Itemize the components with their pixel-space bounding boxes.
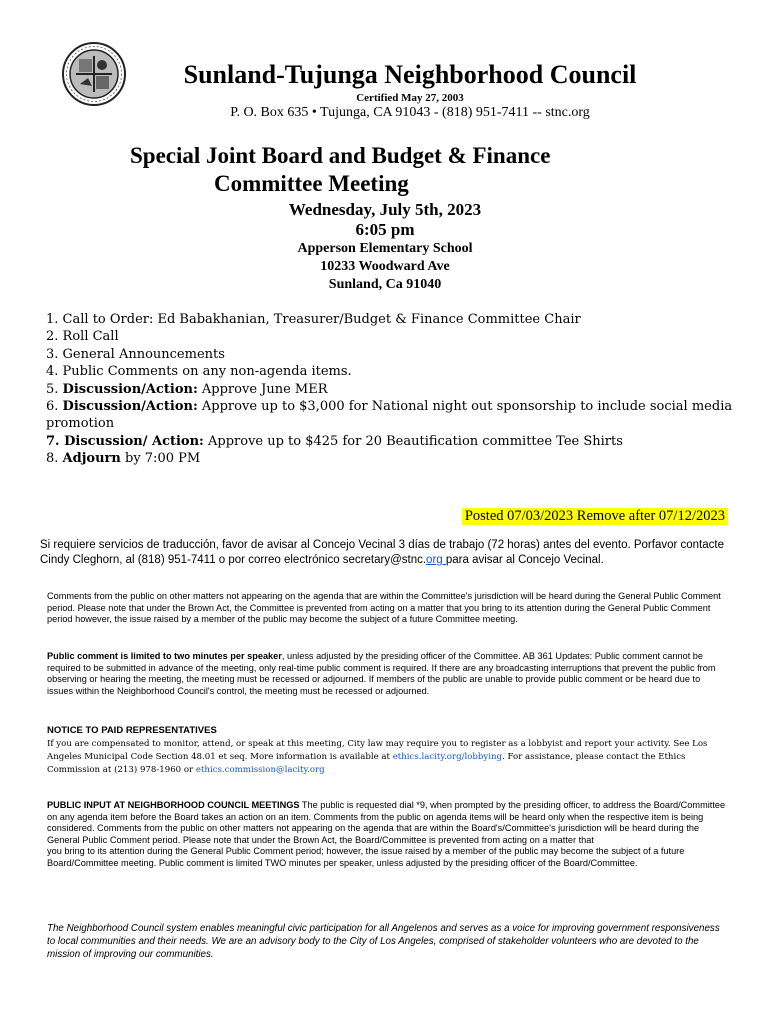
comment-limit-heading: Public comment is limited to two minutes per speaker: [47, 651, 282, 661]
agenda-text: Public Comments on any non-agenda items.: [62, 364, 352, 380]
agenda-number: 6.: [46, 399, 63, 415]
agenda-text: by 7:00 PM: [120, 451, 201, 467]
translation-email-link[interactable]: org: [426, 554, 446, 566]
venue-city: Sunland, Ca 91040: [328, 277, 442, 292]
agenda-list: [46, 311, 746, 468]
agenda-number: 8.: [46, 451, 63, 467]
agenda-number: 3.: [46, 346, 63, 362]
agenda-action-label: Discussion/Action:: [62, 399, 198, 415]
public-input-text-2: you bring to its attention during the General Public Comment period; however, the issue raised by a member of the public may become the subject of a future Board/Committee meeting. Public comment is limited TWO minutes per speaker, unless adjusted by the presiding officer of the Board/Committee.: [47, 846, 685, 868]
meeting-venue: [200, 240, 570, 294]
meeting-title: [130, 142, 650, 198]
certified-date: Certified May 27, 2003: [356, 92, 464, 104]
paid-rep-notice: [47, 738, 727, 777]
comment-limit-text: , unless adjusted by the presiding officer of the Committee. AB 361 Updates: Public comment cannot be required to be submitted in advance of the meeting, only real-time public comment is required. If there are any broadcasting interruptions that prevent the public from observing or hearing the meeting, the meeting must be recessed or adjourned. If members of the public are unable to provide public comment or be heard due to issues within the Neighborhood Council's control, the meeting must be recessed or adjourned.: [47, 651, 716, 696]
posted-notice: Posted 07/03/2023 Remove after 07/12/2023: [462, 508, 728, 525]
mission-statement: The Neighborhood Council system enables meaningful civic participation for all Angelenos and serves as a voice for improving government responsiveness to local communities and their needs. We are an advisory body to the City of Los Angeles, comprised of stakeholder volunteers who are devoted to the mission of improving our communities.: [47, 923, 720, 960]
agenda-text: Call to Order: Ed Babakhanian, Treasurer/Budget & Finance Committee Chair: [62, 312, 581, 327]
agenda-item: [46, 363, 746, 380]
meeting-title-line2: Committee Meeting: [214, 171, 409, 196]
translation-text: Si requiere servicios de traducción, favor de avisar al Concejo Vecinal 3 días de trabajo (72 horas) antes del evento. Porfavor contacte Cindy Cleghorn, al (818) 951-7411 o por correo electrónico secretary@stnc.: [40, 539, 724, 566]
council-address: P. O. Box 635 • Tujunga, CA 91043 - (818) 951-7411 -- stnc.org: [230, 105, 590, 120]
paid-rep-text: If you are compensated to monitor, attend, or speak at this meeting, City law may require you to register as a lobbyist and report your activity. See Los Angeles Municipal Code Section 48.01 et seq. More information is available at: [47, 739, 708, 762]
agenda-action-label: Adjourn: [62, 451, 121, 467]
agenda-number: 5.: [46, 381, 63, 397]
agenda-text: Approve June MER: [197, 381, 328, 397]
translation-notice: [40, 538, 740, 568]
venue-name: Apperson Elementary School: [297, 241, 473, 256]
agenda-item: [46, 398, 746, 433]
city-seal-icon: [62, 42, 126, 106]
lobbying-link[interactable]: ethics.lacity.org/lobbying: [392, 752, 503, 762]
agenda-item: [46, 450, 746, 467]
agenda-text: Approve up to $425 for 20 Beautification committee Tee Shirts: [203, 433, 623, 449]
comment-limit-paragraph: [47, 651, 727, 697]
agenda-item: [46, 346, 746, 363]
agenda-item: [46, 328, 746, 345]
venue-street: 10233 Woodward Ave: [320, 259, 450, 274]
council-name: Sunland-Tujunga Neighborhood Council: [183, 60, 637, 89]
agenda-text: General Announcements: [62, 346, 225, 362]
public-input-paragraph: [47, 800, 727, 870]
public-input-heading: PUBLIC INPUT AT NEIGHBORHOOD COUNCIL MEETINGS: [47, 800, 300, 810]
agenda-number: 7.: [46, 433, 65, 449]
agenda-text: Approve up to $3,000 for National night out sponsorship to include social media promotion: [46, 399, 733, 432]
public-comments-paragraph: Comments from the public on other matters not appearing on the agenda that are within the Committee's jurisdiction will be heard during the General Public Comment period. Please note that under the Brown Act, the Committee is prevented from acting on a matter that you bring to its attention during the General Public Comment period however, the issue raised by a member of the public may become the subject of a future Committee meeting.: [47, 591, 721, 625]
ethics-email-link[interactable]: ethics.commission@lacity.org: [195, 765, 325, 775]
paid-rep-heading: NOTICE TO PAID REPRESENTATIVES: [47, 725, 217, 736]
meeting-time: 6:05 pm: [355, 220, 415, 239]
agenda-number: 2.: [46, 329, 63, 345]
meeting-date: Wednesday, July 5th, 2023: [288, 200, 482, 219]
agenda-item: [46, 311, 746, 328]
agenda-action-label: Discussion/Action:: [62, 381, 198, 397]
agenda-number: 4.: [46, 364, 63, 380]
translation-text-end: para avisar al Concejo Vecinal.: [445, 554, 604, 566]
agenda-action-label: Discussion/ Action:: [64, 433, 204, 449]
agenda-item: [46, 433, 746, 450]
agenda-item: [46, 381, 746, 398]
meeting-title-line1: Special Joint Board and Budget & Finance: [130, 143, 551, 168]
agenda-text: Roll Call: [62, 329, 119, 345]
agenda-number: 1.: [46, 312, 63, 327]
public-input-text: The public is requested dial *9, when prompted by the presiding officer, to address the Board/Committee on any agenda item before the Board takes an action on an item. Comments from the public on agenda items will be heard only when the respective item is being considered. Comments from the public on other matters not appearing on the agenda that are within the Board's/Committee's jurisdiction will be heard during the General Public Comment period. Please note that under the Brown Act, the Board/Committee is prevented from acting on a matter that: [47, 800, 726, 845]
paid-rep-text-2: . For assistance, please contact the Ethics Commission at (213) 978-1960 or: [47, 752, 686, 775]
